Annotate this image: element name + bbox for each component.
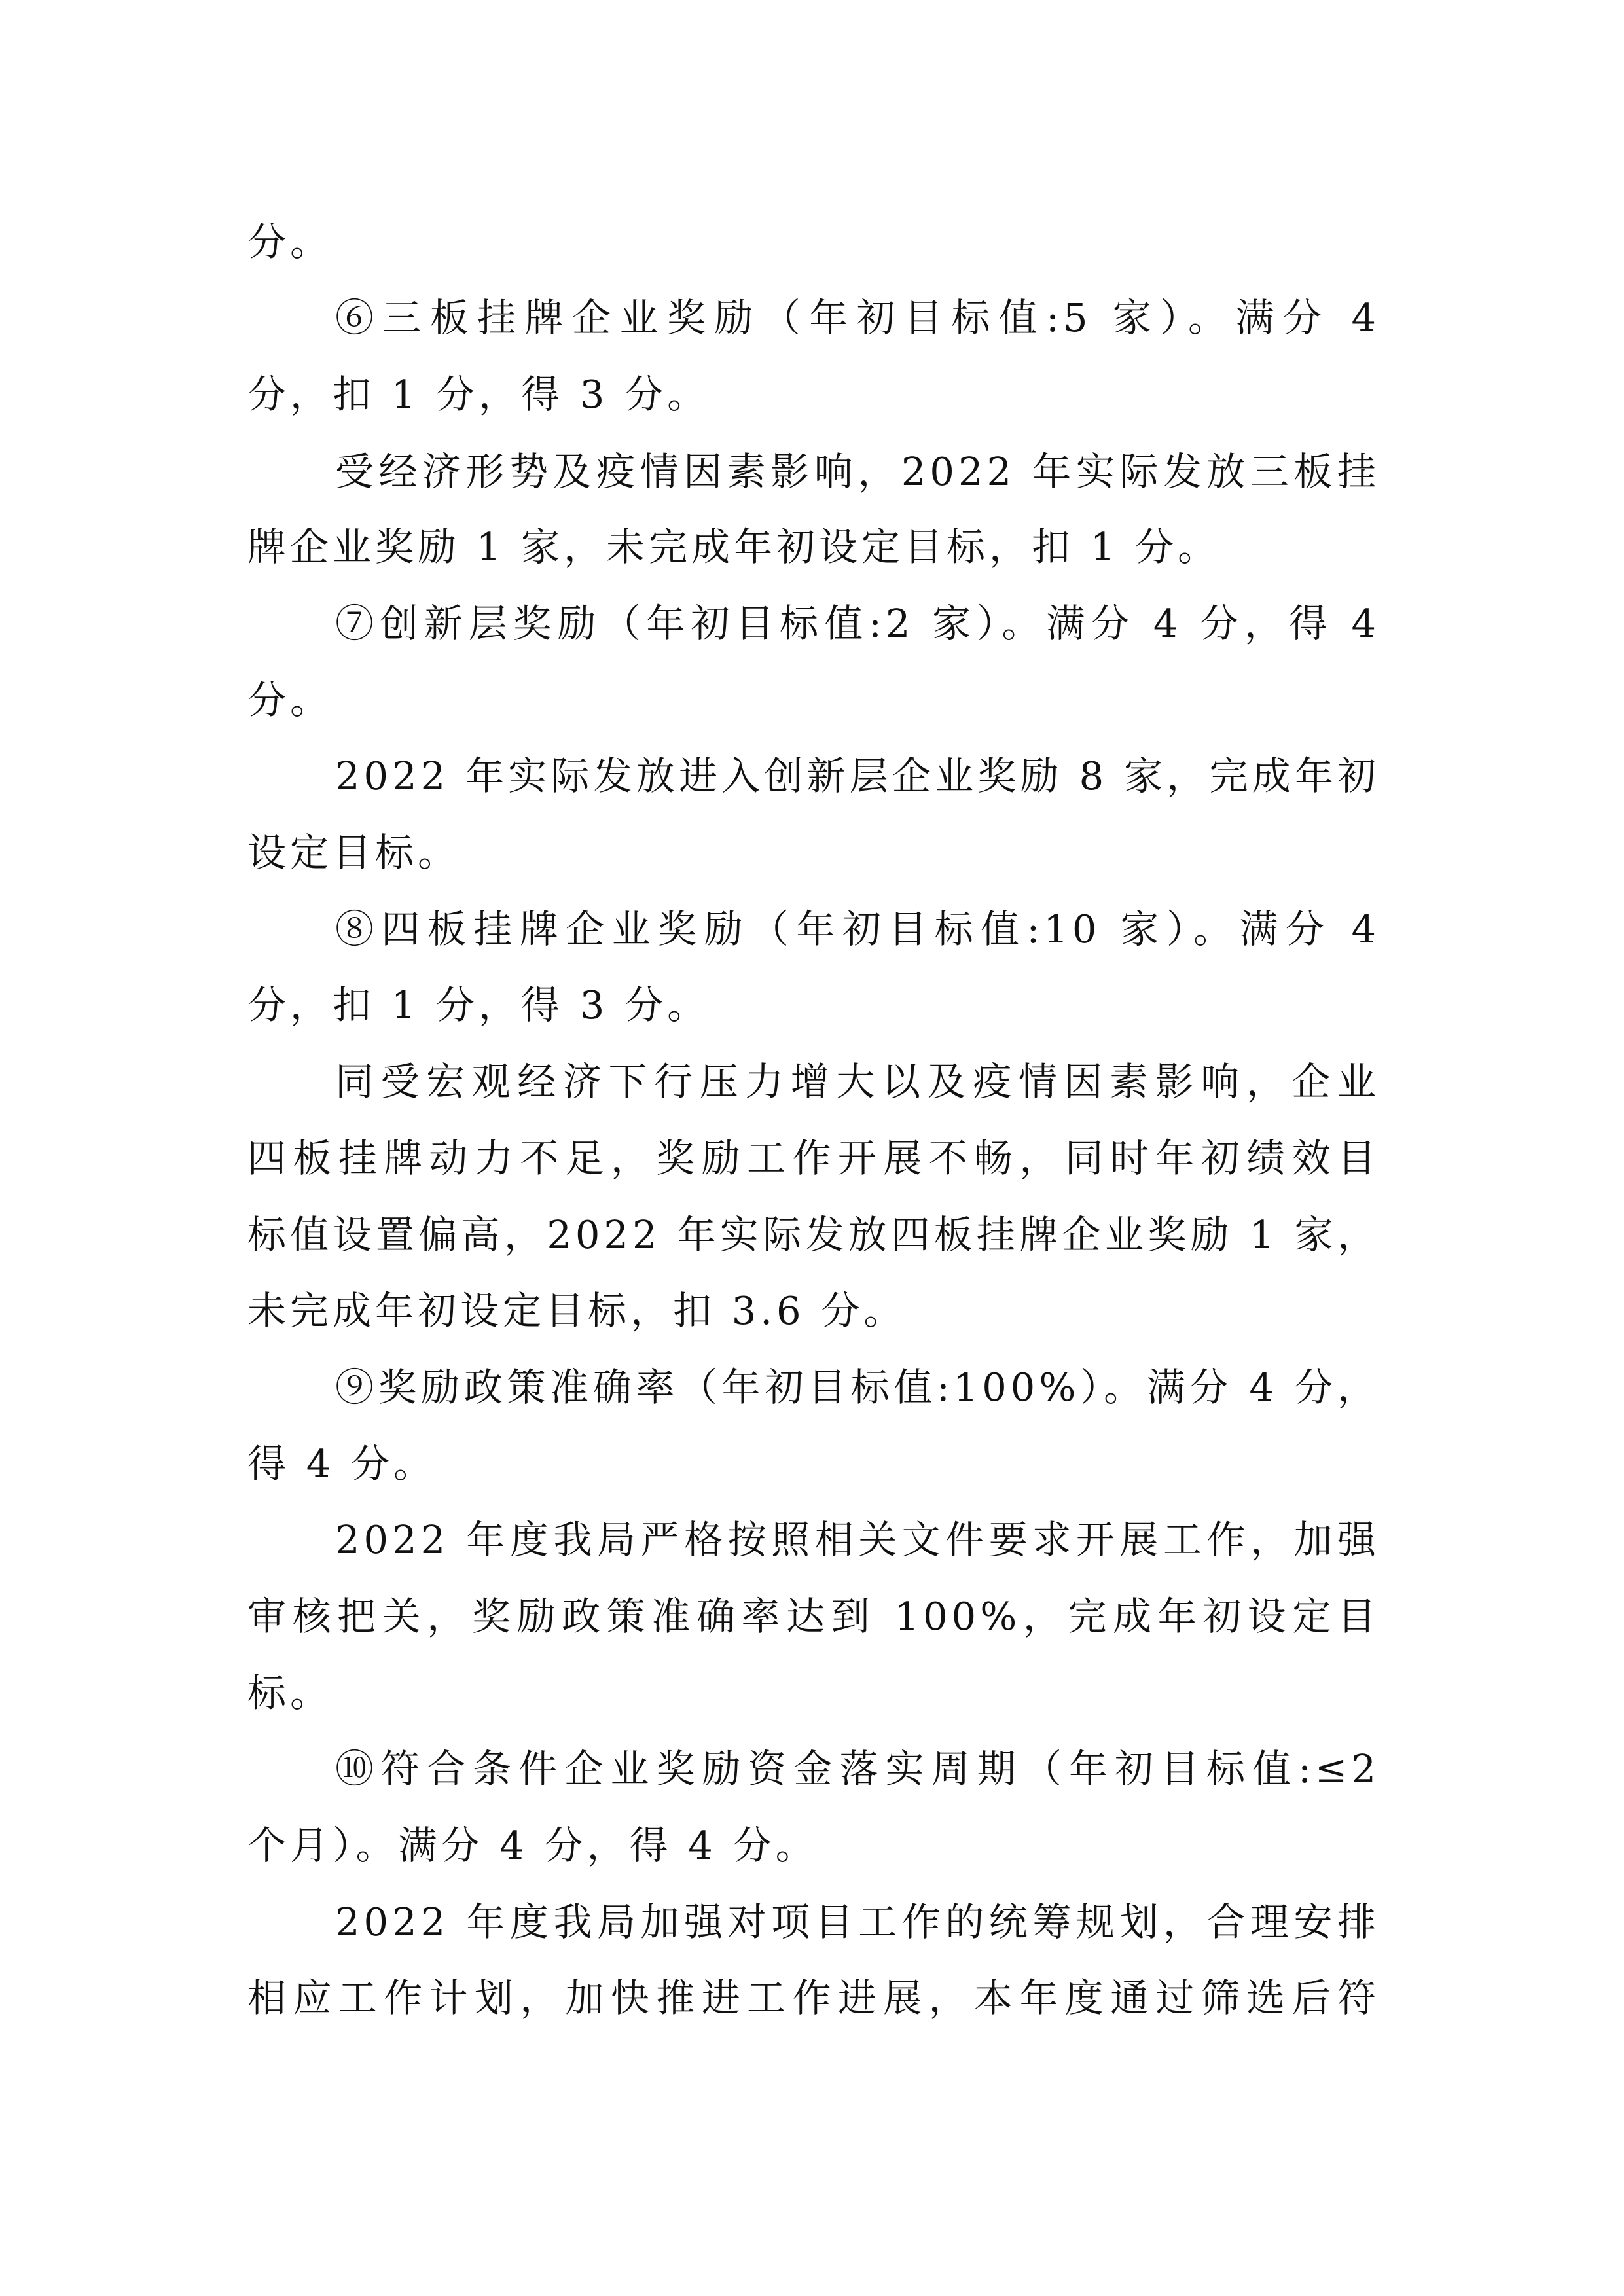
text-line: 牌企业奖励 1 家，未完成年初设定目标，扣 1 分。 [247,524,1221,569]
text-line: 分。 [247,677,333,723]
text-line: 2022 年度我局加强对项目工作的统筹规划，合理安排 [335,1899,1380,1945]
text-line: 分，扣 1 分，得 3 分。 [247,982,710,1028]
text-line: 2022 年度我局严格按照相关文件要求开展工作，加强 [335,1517,1380,1562]
text-line: 2022 年实际发放进入创新层企业奖励 8 家，完成年初 [335,753,1380,798]
text-line: 审核把关，奖励政策准确率达到 100%，完成年初设定目 [247,1594,1380,1639]
text-line: 标。 [247,1670,333,1715]
text-line: ⑨奖励政策准确率（年初目标值:100%）。满分 4 分， [335,1365,1380,1410]
text-line: 分，扣 1 分，得 3 分。 [247,372,710,417]
text-line: 受经济形势及疫情因素影响，2022 年实际发放三板挂 [335,449,1380,494]
text-line: ⑧四板挂牌企业奖励（年初目标值:10 家）。满分 4 [335,906,1380,952]
text-line: 分。 [247,219,333,264]
text-line: ⑩符合条件企业奖励资金落实周期（年初目标值:≤2 [335,1746,1380,1791]
text-line: 同受宏观经济下行压力增大以及疫情因素影响，企业 [335,1059,1380,1104]
text-line: 个月）。满分 4 分，得 4 分。 [247,1823,818,1868]
text-line: 四板挂牌动力不足，奖励工作开展不畅，同时年初绩效目 [247,1136,1380,1181]
text-line: 设定目标。 [247,830,461,875]
text-line: 未完成年初设定目标，扣 3.6 分。 [247,1288,907,1333]
text-line: ⑥三板挂牌企业奖励（年初目标值:5 家）。满分 4 [335,295,1380,340]
text-line: 得 4 分。 [247,1441,437,1486]
text-line: 相应工作计划，加快推进工作进展，本年度通过筛选后符 [247,1975,1380,2020]
text-line: 标值设置偏高，2022 年实际发放四板挂牌企业奖励 1 家， [247,1212,1380,1257]
text-line: ⑦创新层奖励（年初目标值:2 家）。满分 4 分，得 4 [335,601,1380,646]
